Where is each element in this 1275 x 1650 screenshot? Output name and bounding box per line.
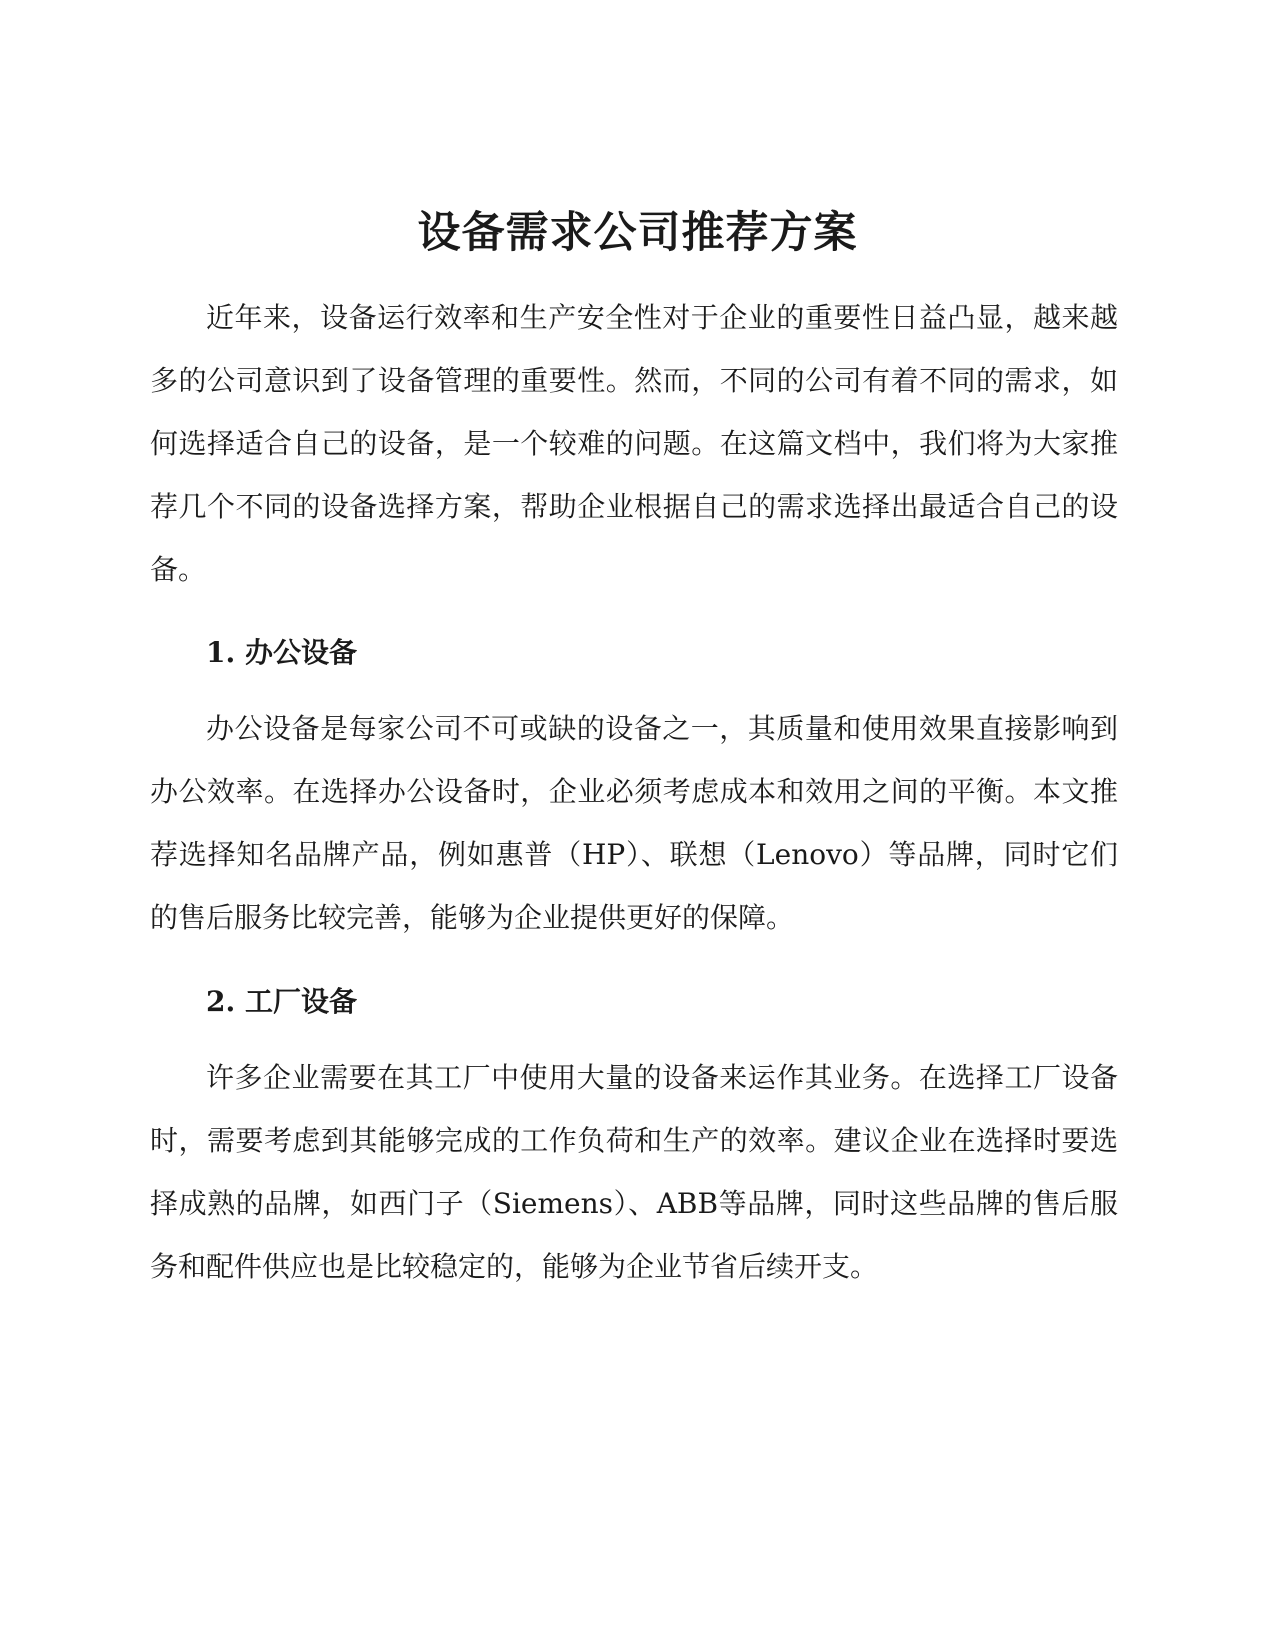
section-heading-office-equipment: 1. 办公设备 [206,636,357,669]
section-body-factory-equipment: 许多企业需要在其工厂中使用大量的设备来运作其业务。在选择工厂设备时，需要考虑到其能够完成的工作负荷和生产的效率。建议企业在选择时要选择成熟的品牌，如西门子（Siemens）、ABB等品牌，同时这些品牌的售后服务和配件供应也是比较稳定的，能够为企业节省后续开支。 [150,1061,1118,1283]
intro-paragraph: 近年来，设备运行效率和生产安全性对于企业的重要性日益凸显，越来越多的公司意识到了设备管理的重要性。然而，不同的公司有着不同的需求，如何选择适合自己的设备，是一个较难的问题。在这篇文档中，我们将为大家推荐几个不同的设备选择方案，帮助企业根据自己的需求选择出最适合自己的设备。 [150,301,1118,586]
document-title: 设备需求公司推荐方案 [417,208,858,258]
section-body-office-equipment: 办公设备是每家公司不可或缺的设备之一，其质量和使用效果直接影响到办公效率。在选择办公设备时，企业必须考虑成本和效用之间的平衡。本文推荐选择知名品牌产品，例如惠普（HP）、联想（Lenovo）等品牌，同时它们的售后服务比较完善，能够为企业提供更好的保障。 [150,712,1118,934]
section-heading-factory-equipment: 2. 工厂设备 [206,985,357,1018]
